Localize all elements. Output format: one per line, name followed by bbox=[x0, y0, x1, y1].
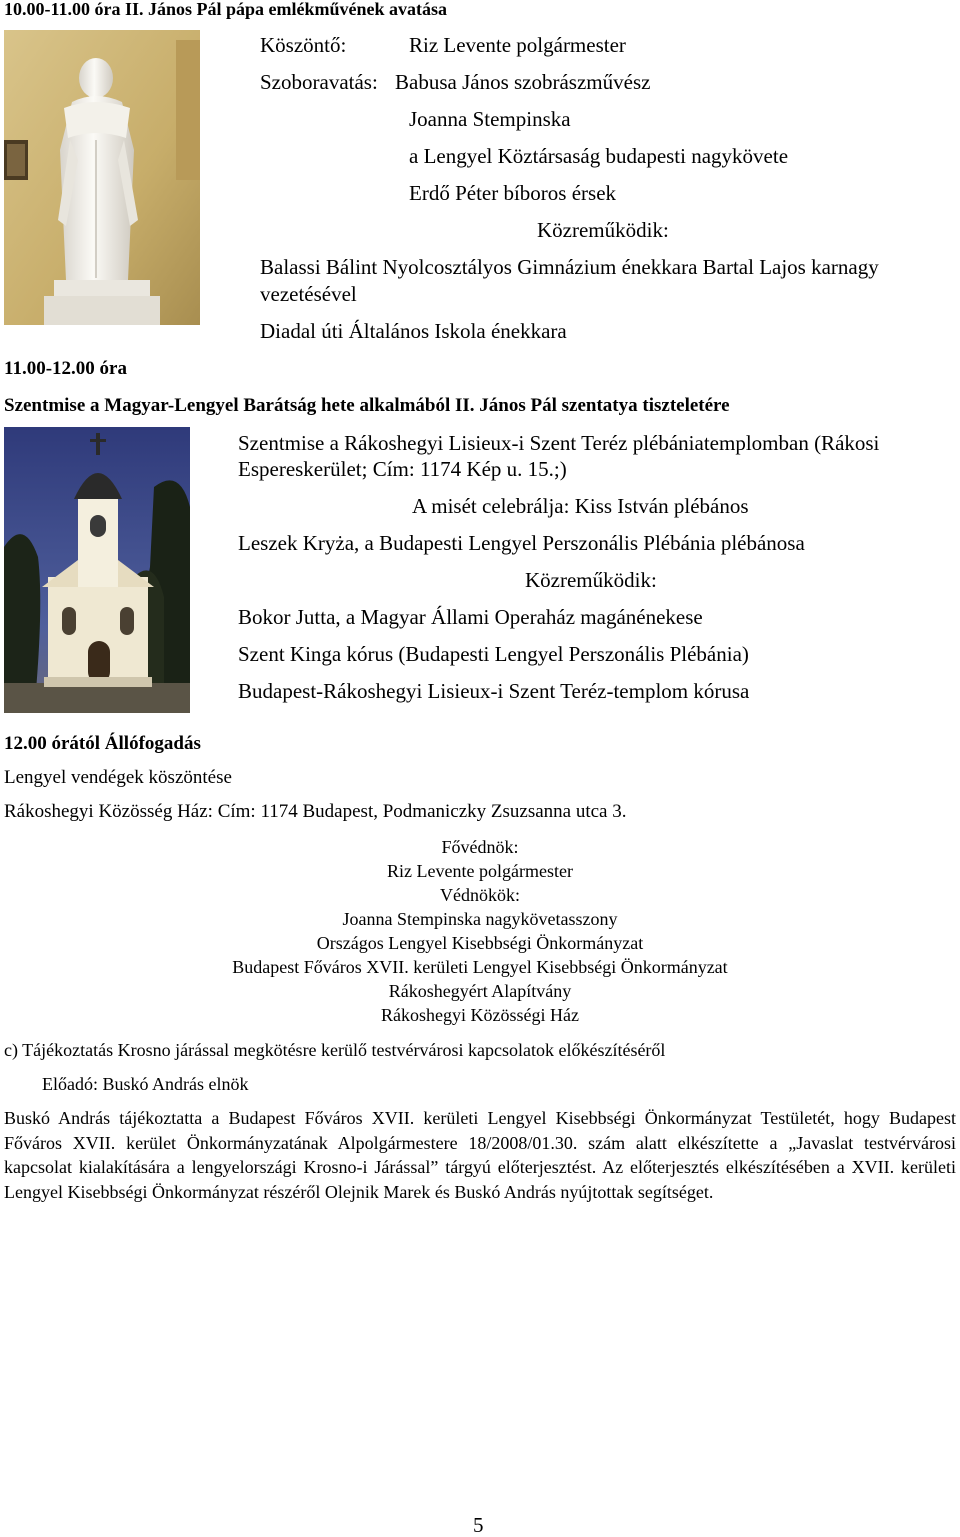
section3-address: Rákoshegyi Közösség Ház: Cím: 1174 Budapest, Podmaniczky Zsuzsanna utca 3. bbox=[4, 801, 627, 822]
szoboravatas-value: Babusa János szobrászművész bbox=[395, 70, 651, 94]
patron-item: Országos Lengyel Kisebbségi Önkormányzat bbox=[316, 933, 644, 953]
patron-item: Rákoshegyi Közösségi Ház bbox=[381, 1005, 579, 1025]
leszek: Leszek Kryża, a Budapesti Lengyel Perszonális Plébánia plébánosa bbox=[238, 531, 805, 555]
celebrant: A misét celebrálja: Kiss István plébános bbox=[412, 494, 749, 518]
mass-line1: Szentmise a Rákoshegyi Lisieux-i Szent Teréz plébániatemplomban (Rákosi bbox=[238, 431, 880, 455]
section2-heading: Szentmise a Magyar-Lengyel Barátság hete alkalmából II. János Pál szentatya tiszteletére bbox=[4, 395, 730, 416]
szoboravatas-label: Szoboravatás: bbox=[260, 70, 378, 94]
section2-time: 11.00-12.00 óra bbox=[4, 358, 127, 379]
agenda-c-paragraph: Buskó András tájékoztatta a Budapest Főváros XVII. kerületi Lengyel Kisebbségi Önkormányzat Testületét, hogy Budapest Főváros XVII. kerület Önkormányzatának Alpolgármestere 18/2008/01.30. szám alatt elkészítette a „Javaslat testvérvárosi kapcsolat kialakítására a lengyelországi Krosno-i Járással” tárgyú előterjesztést. Az előterjesztés elkészítésében a XVII. kerületi Lengyel Kisebbségi Önkormányzat részéről Olejnik Marek és Buskó András nyújtottak segítséget. bbox=[4, 1108, 956, 1202]
vednokok-label: Védnökök: bbox=[440, 885, 520, 905]
bokor: Bokor Jutta, a Magyar Állami Operaház magánénekese bbox=[238, 605, 703, 629]
agenda-c-title: c) Tájékoztatás Krosno járással megkötésre kerülő testvérvárosi kapcsolatok előkészítéséről bbox=[4, 1040, 666, 1060]
section2-kozremukodik: Közreműködik: bbox=[525, 568, 657, 592]
choir1-line2: vezetésével bbox=[260, 282, 357, 306]
statue-illustration bbox=[4, 30, 200, 325]
statue-photo bbox=[4, 30, 200, 325]
section1-heading bbox=[4, 0, 447, 18]
mass-line2: Espereskerület; Cím: 1174 Kép u. 15.;) bbox=[238, 457, 567, 481]
choir1-line1: Balassi Bálint Nyolcosztályos Gimnázium énekkara Bartal Lajos karnagy bbox=[260, 255, 879, 279]
agenda-c-presenter: Előadó: Buskó András elnök bbox=[42, 1074, 249, 1094]
fovednok-name: Riz Levente polgármester bbox=[387, 861, 573, 881]
fovednok-label: Fővédnök: bbox=[441, 837, 519, 857]
patron-item: Budapest Főváros XVII. kerületi Lengyel Kisebbségi Önkormányzat bbox=[232, 957, 728, 977]
patron-item: Joanna Stempinska nagykövetasszony bbox=[342, 909, 618, 929]
church-photo bbox=[4, 427, 190, 713]
page-number: 5 bbox=[473, 1513, 484, 1537]
koszonto-label: Köszöntő: bbox=[260, 33, 347, 57]
choir2: Diadal úti Általános Iskola énekkara bbox=[260, 319, 567, 343]
rakoshegyi-choir: Budapest-Rákoshegyi Lisieux-i Szent Teréz-templom kórusa bbox=[238, 679, 750, 703]
kinga-choir: Szent Kinga kórus (Budapesti Lengyel Perszonális Plébánia) bbox=[238, 642, 749, 666]
church-illustration bbox=[4, 427, 190, 713]
section3-heading: 12.00 órától Állófogadás bbox=[4, 733, 201, 754]
section1-heading-text: II. János Pál pápa emlékművének avatása bbox=[125, 0, 448, 19]
section1-heading-time: 10.00-11.00 óra bbox=[4, 0, 121, 19]
speaker-ambassador-title: a Lengyel Köztársaság budapesti nagykövete bbox=[409, 144, 789, 168]
koszonto-value: Riz Levente polgármester bbox=[409, 33, 626, 57]
speaker-erdo: Erdő Péter bíboros érsek bbox=[409, 181, 617, 205]
section1-kozremukodik: Közreműködik: bbox=[537, 218, 669, 242]
patron-item: Rákoshegyért Alapítvány bbox=[388, 981, 572, 1001]
speaker-joanna: Joanna Stempinska bbox=[409, 107, 571, 131]
section3-greeting: Lengyel vendégek köszöntése bbox=[4, 767, 232, 788]
